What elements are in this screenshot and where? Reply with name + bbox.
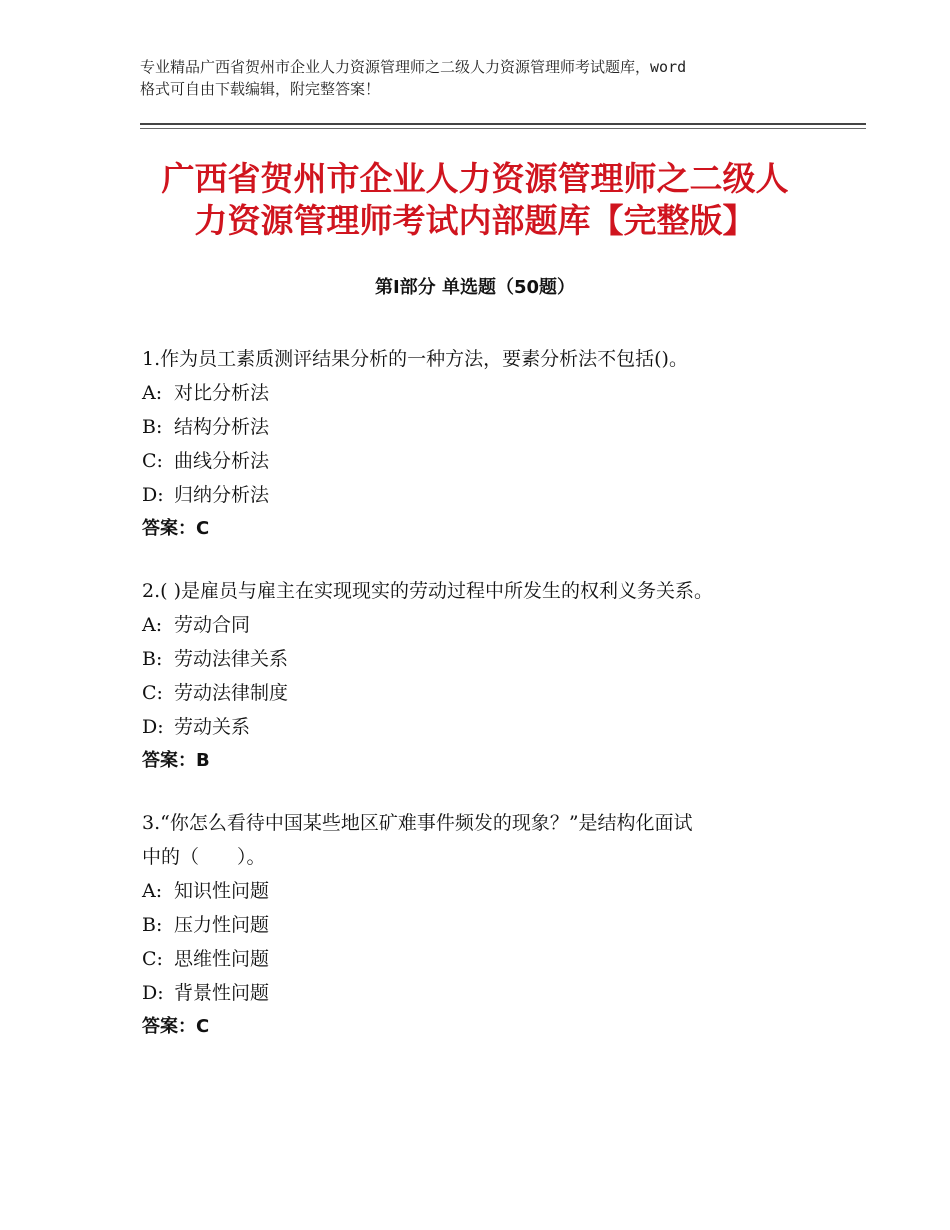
document-title [100,158,850,242]
option-label: D: [142,982,164,1004]
section-heading: 第Ⅰ部分 单选题（50题） [374,277,575,298]
option-label: A: [142,382,163,404]
question-list [142,342,802,1072]
option-label: B: [142,648,163,670]
option-label: B: [142,914,163,936]
question-stem: 1.作为员工素质测评结果分析的一种方法，要素分析法不包括()。 [142,348,688,370]
option-label: C: [142,450,163,472]
option-label: A: [142,880,163,902]
question-option-d [142,478,802,512]
option-text: 劳动法律关系 [174,648,289,670]
question-option-d [142,976,802,1010]
question-option-c [142,676,802,710]
option-text: 思维性问题 [174,948,270,970]
option-label: B: [142,416,163,438]
option-text: 劳动合同 [174,614,251,636]
option-text: 对比分析法 [174,382,270,404]
question-2 [142,574,802,778]
option-label: A: [142,614,163,636]
option-text: 曲线分析法 [174,450,270,472]
question-option-a [142,874,802,908]
header-note [140,56,820,100]
question-stem: 3.“你怎么看待中国某些地区矿难事件频发的现象？”是结构化面试 [142,812,693,834]
option-label: D: [142,484,164,506]
header-note-line1: 专业精品广西省贺州市企业人力资源管理师之二级人力资源管理师考试题库，word [140,58,687,76]
question-option-b [142,908,802,942]
title-line1: 广西省贺州市企业人力资源管理师之二级人 [161,159,789,198]
title-line2: 力资源管理师考试内部题库【完整版】 [194,201,756,240]
question-option-b [142,642,802,676]
option-text: 劳动关系 [174,716,251,738]
header-note-line2: 格式可自由下载编辑，附完整答案！ [140,80,381,98]
question-option-a [142,376,802,410]
header-rule-thick [140,123,866,125]
question-option-b [142,410,802,444]
option-text: 归纳分析法 [174,484,270,506]
question-answer: 答案：C [142,518,210,539]
header-rule-thin [140,128,866,129]
option-label: C: [142,682,163,704]
option-label: D: [142,716,164,738]
question-stem: 2.( )是雇员与雇主在实现现实的劳动过程中所发生的权利义务关系。 [142,580,713,602]
option-label: C: [142,948,163,970]
question-option-c [142,942,802,976]
option-text: 知识性问题 [174,880,270,902]
question-3 [142,806,802,1044]
question-option-a [142,608,802,642]
option-text: 背景性问题 [174,982,270,1004]
option-text: 劳动法律制度 [174,682,289,704]
question-option-d [142,710,802,744]
option-text: 压力性问题 [174,914,270,936]
question-answer: 答案：B [142,750,210,771]
option-text: 结构分析法 [174,416,270,438]
question-answer: 答案：C [142,1016,210,1037]
question-stem-line2: 中的（ ）。 [142,846,266,868]
question-option-c [142,444,802,478]
question-1 [142,342,802,546]
